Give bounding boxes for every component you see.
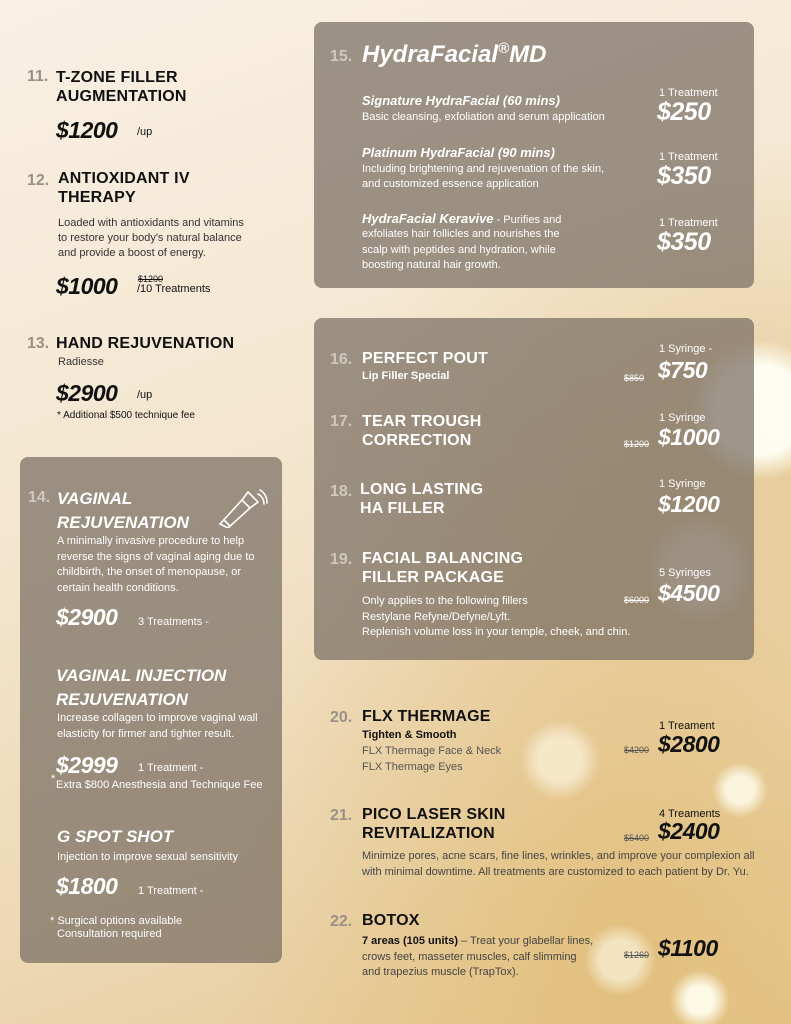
item-title: LONG LASTING HA FILLER <box>360 481 484 517</box>
item-price: $1000 <box>658 424 720 450</box>
item-description: A minimally invasive procedure to help reverse the signs of vaginal aging due to childbirth, the onset of menopause, or certain health conditions. <box>57 535 255 594</box>
old-price: $5400 <box>624 833 650 843</box>
item-qty: 1 Syringe - <box>659 343 713 355</box>
treatment-price: $250 <box>657 98 711 126</box>
item-qty: 5 Syringes <box>659 567 711 579</box>
item-price: $2900 <box>56 380 118 406</box>
item-number: 11. <box>27 68 49 85</box>
item-qty: 1 Syringe <box>659 412 706 424</box>
price-unit: 3 Treatments - <box>138 616 209 628</box>
item-subtitle: Lip Filler Special <box>362 370 450 382</box>
panel-footer-note: * Surgical options available Consultation required <box>50 915 183 940</box>
injection-note: Extra $800 Anesthesia and Technique Fee <box>56 779 263 791</box>
item-title: T-ZONE FILLER AUGMENTATION <box>56 69 187 105</box>
treatment-description: Including brightening and rejuvenation of the skin, and customized essence application <box>362 163 605 190</box>
item-title: PICO LASER SKIN REVITALIZATION <box>362 806 506 842</box>
treatment-name: Signature HydraFacial (60 mins) <box>362 93 560 108</box>
item-price: $1200 <box>658 491 720 517</box>
hydrafacial-title: HydraFacial®MD <box>362 40 547 68</box>
old-price: $1260 <box>624 950 650 960</box>
item-price: $2800 <box>658 731 720 757</box>
price-unit: /up <box>137 389 153 401</box>
item-title: ANTIOXIDANT IV THERAPY <box>58 170 190 206</box>
item-number: 16. <box>330 351 353 368</box>
item-number: 22. <box>330 913 353 930</box>
price-unit: /up <box>137 126 153 138</box>
note-asterisk: * <box>51 773 56 785</box>
old-price: $1200 <box>138 274 164 284</box>
item-price: $750 <box>658 357 708 383</box>
item-price: $1200 <box>56 117 118 143</box>
injection-description: Increase collagen to improve vaginal wall elasticity for firmer and tighter result. <box>57 712 258 740</box>
laser-handpiece-icon <box>214 486 268 528</box>
item-title: HAND REJUVENATION <box>56 335 235 352</box>
item-price: $2900 <box>56 604 118 630</box>
item-number: 13. <box>27 335 50 352</box>
treatment-name-line: HydraFacial Keravive - Purifies and <box>362 211 562 226</box>
item-number: 15. <box>330 48 353 65</box>
item-qty: 1 Syringe <box>659 478 706 490</box>
injection-price: $2999 <box>56 752 118 778</box>
item-description: Loaded with antioxidants and vitamins to restore your body's natural balance and provide a boost of energy. <box>58 217 244 259</box>
item-number: 14. <box>28 489 51 506</box>
old-price: $6000 <box>624 595 650 605</box>
item-price: $4500 <box>658 580 720 606</box>
item-number: 19. <box>330 551 353 568</box>
treatment-price: $350 <box>657 228 711 256</box>
treatment-description: Basic cleansing, exfoliation and serum application <box>362 111 605 123</box>
old-price: $850 <box>624 373 645 383</box>
item-title: TEAR TROUGH CORRECTION <box>362 413 482 449</box>
injection-title: VAGINAL INJECTION REJUVENATION <box>56 666 227 709</box>
item-description: 7 areas (105 units) – Treat your glabellar lines, crows feet, masseter muscles, calf slimming and trapezius muscle (TrapTox). <box>362 935 594 978</box>
item-subtitle: Tighten & Smooth <box>362 729 457 741</box>
item-title: FLX THERMAGE <box>362 708 491 725</box>
treatment-qty: 1 Treatment <box>659 151 718 163</box>
item-number: 20. <box>330 709 353 726</box>
price-unit: /10 Treatments <box>137 283 211 295</box>
treatment-qty: 1 Treatment <box>659 217 718 229</box>
old-price: $1200 <box>624 439 650 449</box>
gspot-description: Injection to improve sexual sensitivity <box>57 851 238 863</box>
item-number: 17. <box>330 413 353 430</box>
item-price: $2400 <box>658 818 720 844</box>
item-number: 12. <box>27 172 50 189</box>
treatment-name: Platinum HydraFacial (90 mins) <box>362 145 555 160</box>
item-price: $1100 <box>658 935 718 961</box>
item-note: * Additional $500 technique fee <box>57 410 195 421</box>
treatment-qty: 1 Treatment <box>659 87 718 99</box>
item-title: BOTOX <box>362 912 420 929</box>
item-title: VAGINAL REJUVENATION <box>57 489 189 532</box>
old-price: $4200 <box>624 745 650 755</box>
gspot-title: G SPOT SHOT <box>57 827 174 846</box>
item-title: PERFECT POUT <box>362 350 488 367</box>
item-subtitle: Radiesse <box>58 356 104 368</box>
injection-unit: 1 Treatment - <box>138 762 204 774</box>
gspot-unit: 1 Treatment - <box>138 885 204 897</box>
treatment-description: exfoliates hair follicles and nourishes the scalp with peptides and hydration, while boosting natural hair growth. <box>362 228 560 271</box>
item-description: Only applies to the following fillers Restylane Refyne/Defyne/Lyft. Replenish volume loss in your temple, cheek, and chin. <box>362 595 631 638</box>
item-number: 18. <box>330 483 353 500</box>
item-price: $1000 <box>56 273 118 299</box>
gspot-price: $1800 <box>56 873 118 899</box>
item-description: FLX Thermage Face & Neck FLX Thermage Eyes <box>362 745 502 773</box>
item-description: Minimize pores, acne scars, fine lines, wrinkles, and improve your complexion all with minimal downtime. All treatments are customized to each patient by Dr. Yu. <box>362 850 755 878</box>
item-qty: 1 Treament <box>659 720 715 732</box>
item-qty: 4 Treaments <box>659 808 721 820</box>
item-title: FACIAL BALANCING FILLER PACKAGE <box>362 550 524 586</box>
item-number: 21. <box>330 807 353 824</box>
treatment-price: $350 <box>657 162 711 190</box>
